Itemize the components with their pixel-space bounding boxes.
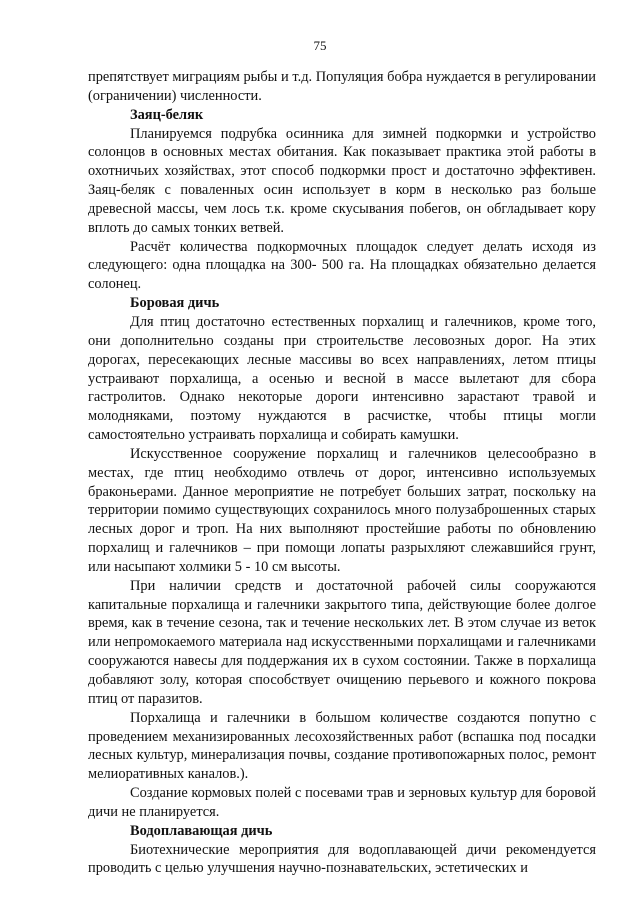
paragraph: Порхалища и галечники в большом количестве создаются попутно с проведением механизированных лесохозяйственных работ (вспашка под посадки лесных культур, минерализация почвы, создание противопожарных полос, ремонт мелиоративных каналов.).: [88, 709, 596, 783]
paragraph: При наличии средств и достаточной рабочей силы сооружаются капитальные порхалища и галечники закрытого типа, действующие более долгое время, как в течение сезона, так и течение нескольких лет. В этом случае из веток или непромокаемого материала над искусственными порхалищами и галечниками сооружаются навесы для поддержания их в сухом состоянии. Также в порхалища добавляют золу, которая способствует очищению перьевого и кожного покрова птиц от паразитов.: [88, 577, 596, 707]
document-body: [88, 68, 596, 878]
page-number: 75: [313, 38, 327, 53]
paragraph: Расчёт количества подкормочных площадок следует делать исходя из следующего: одна площадка на 300- 500 га. На площадках обязательно делается солонец.: [88, 238, 596, 293]
paragraph: Для птиц достаточно естественных порхалищ и галечников, кроме того, они дополнительно созданы при строительстве лесовозных дорог. На этих дорогах, пересекающих лесные массивы во всех направлениях, летом птицы устраивают порхалища, а осенью и весной в массе вылетают для сбора гастролитов. Однако некоторые дороги интенсивно зарастают травой и молодняками, поэтому нуждаются в расчистке, чтобы птицы могли самостоятельно устраивать порхалища и собирать камушки.: [88, 313, 596, 444]
section-heading-waterfowl: Водоплавающая дичь: [130, 822, 273, 839]
paragraph: Искусственное сооружение порхалищ и галечников целесообразно в местах, где птиц необходимо отвлечь от дорог, интенсивно используемых браконьерами. Данное мероприятие не потребует больших затрат, поскольку на территории помимо существующих сохранилось много полузаброшенных старых лесных дорог и троп. На них выполняют простейшие работы по обновлению порхалищ и галечников – при помощи лопаты разрыхляют слежавшийся грунт, или насыпают холмики 5 - 10 см высоты.: [88, 445, 596, 575]
section-heading-upland-game: Боровая дичь: [130, 295, 220, 312]
section-heading-hare: Заяц-беляк: [130, 106, 204, 123]
paragraph-continuation: препятствует миграциям рыбы и т.д. Популяция бобра нуждается в регулировании (ограничении) численности.: [88, 69, 596, 104]
paragraph: Планируемся подрубка осинника для зимней подкормки и устройство солонцов в основных местах обитания. Как показывает практика этой работы в охотничьих хозяйствах, этот способ подкормки прост и достаточно эффективен. Заяц-беляк с поваленных осин использует в корм в несколько раз больше древесной массы, чем лось т.к. кроме скусывания побегов, он обгладывает кору вплоть до самых тонких ветвей.: [88, 125, 596, 236]
paragraph: Создание кормовых полей с посевами трав и зерновых культур для боровой дичи не планируется.: [88, 785, 596, 820]
paragraph: Биотехнические мероприятия для водоплавающей дичи рекомендуется проводить с целью улучшения научно-познавательских, эстетических и: [88, 841, 596, 877]
